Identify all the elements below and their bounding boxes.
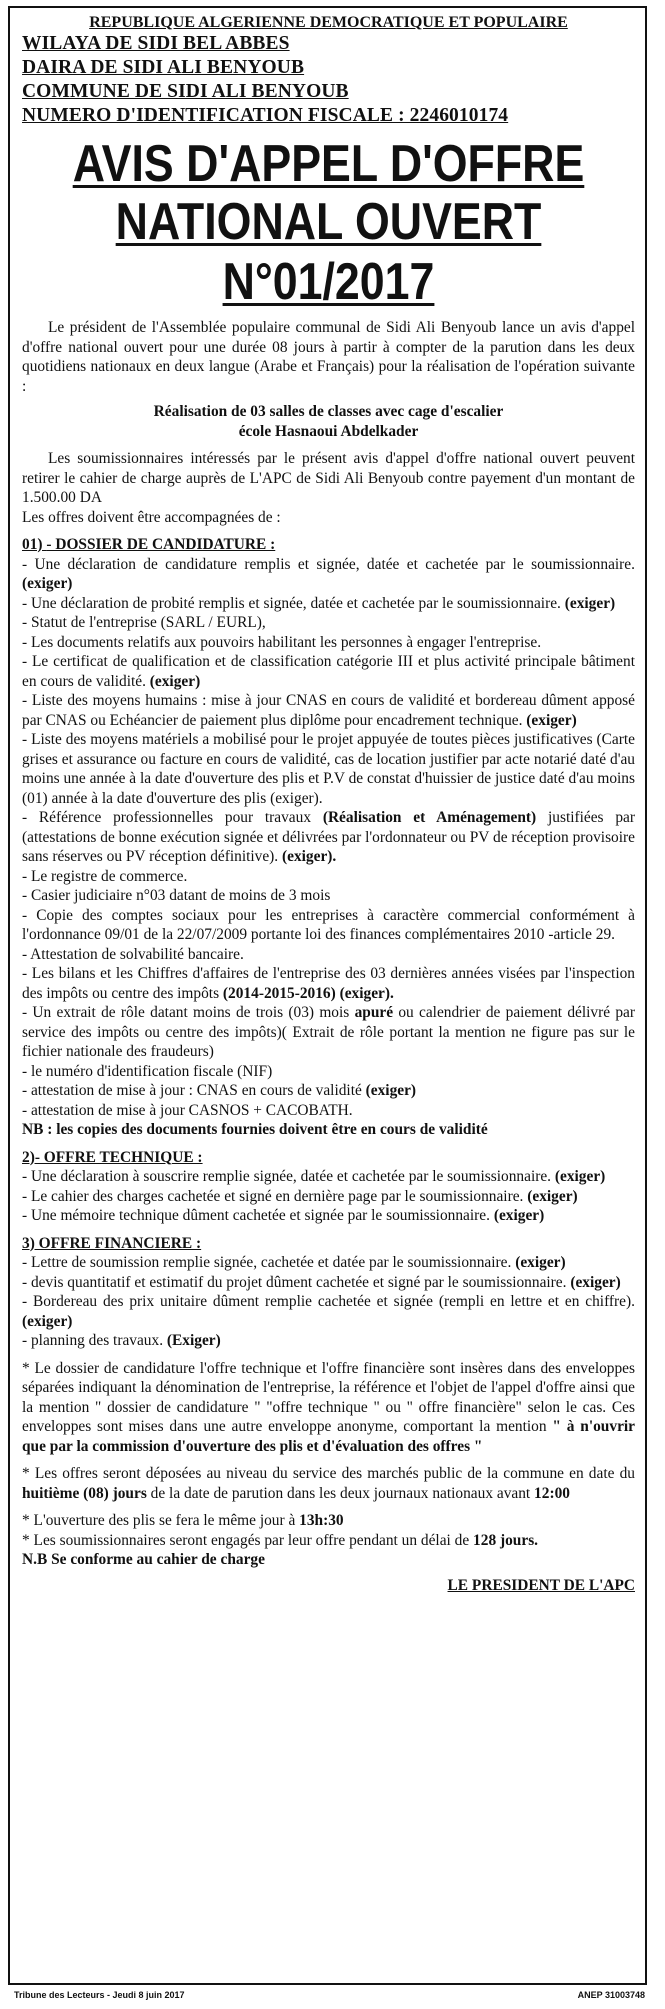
list-item-text: ou calendrier de paiement délivré par service des impôts ou centre des impôts)( Extrait de rôle portant la mention ne figure pas sur le fichier nationale des fraudeurs) <box>22 1004 635 1060</box>
dossier-heading <box>22 535 635 555</box>
list-item <box>22 886 635 906</box>
list-item-text: - Statut de l'entreprise (SARL / EURL), <box>22 614 266 631</box>
list-item <box>22 1003 635 1062</box>
list-item <box>22 1253 635 1273</box>
list-item-text: - planning des travaux. <box>22 1332 164 1349</box>
opening-note-text: * L'ouverture des plis se fera le même jour à <box>22 1512 296 1529</box>
list-item <box>22 555 635 594</box>
technique-item-list <box>22 1167 635 1226</box>
list-item <box>22 594 635 614</box>
list-item <box>22 633 635 653</box>
list-item-bold: (Exiger) <box>163 1332 221 1349</box>
list-item-bold: (exiger) <box>511 1254 566 1271</box>
list-item-bold: (exiger) <box>489 1207 545 1224</box>
dossier-heading-num: 01) <box>22 536 47 553</box>
list-item-bold: (exiger). <box>278 848 337 865</box>
list-item <box>22 1062 635 1082</box>
list-item-text: - Référence professionnelles pour travaux <box>22 809 312 826</box>
operation-description <box>22 402 635 441</box>
list-item-text: - Une déclaration à souscrire remplie signée, datée et cachetée par le soumissionnaire. <box>22 1168 552 1185</box>
list-item-text: justifiées par (attestations de bonne exécution signée et délivrées par l'ordonnateur ou PV de réception provisoire sans réserves ou PV réception définitive). <box>22 809 635 865</box>
list-item <box>22 1331 635 1351</box>
list-item-bold: (exiger) <box>566 1273 621 1291</box>
list-item-bold: (exiger) <box>523 1187 578 1205</box>
deposit-note-bold: huitième (08) jours <box>22 1484 147 1502</box>
operation-line2: école Hasnaoui Abdelkader <box>238 422 419 440</box>
list-item <box>22 1206 635 1226</box>
dossier-heading-label: - DOSSIER DE CANDIDATURE : <box>46 536 276 553</box>
list-item <box>22 1292 635 1331</box>
list-item <box>22 945 635 965</box>
list-item-bold: apuré <box>349 1004 394 1021</box>
list-item <box>22 652 635 691</box>
engagement-note-text: * Les soumissionnaires seront engagés par leur offre pendant un délai de <box>22 1531 470 1549</box>
president-signature: LE PRESIDENT DE L'APC <box>447 1576 635 1594</box>
list-item-text: - Un extrait de rôle datant moins de trois (03) mois <box>22 1004 350 1021</box>
deposit-note-text: * Les offres seront déposées au niveau du service des marchés public de la commune en date du <box>22 1465 635 1482</box>
engagement-note <box>22 1531 635 1551</box>
footer-publication: Tribune des Lecteurs - Jeudi 8 juin 2017 <box>14 1990 185 2000</box>
list-item-bold: (exiger) <box>22 575 73 592</box>
list-item-text: - Les bilans et les Chiffres d'affaires de l'entreprise des 03 dernières années visées par l'inspection des impôts ou centre des impôts <box>22 965 635 1002</box>
list-item <box>22 613 635 633</box>
financiere-heading: 3) OFFRE FINANCIERE : <box>22 1234 202 1252</box>
operation-line1: Réalisation de 03 salles de classes avec cage d'escalier <box>153 403 504 420</box>
withdrawal-paragraph: Les soumissionnaires intéressés par le présent avis d'appel d'offre national ouvert peuvent retirer le cahier de charge auprès de L'APC de Sidi Ali Benyoub contre payement d'un montant de 1.500.00 DA <box>22 450 635 506</box>
list-item-text: - Une mémoire technique dûment cachetée et signée par le soumissionnaire. <box>22 1207 490 1224</box>
list-item-text: - devis quantitatif et estimatif du projet dûment cachetée et signé par le soumissionnaire. <box>22 1273 567 1291</box>
deposit-note-time: 12:00 <box>530 1484 570 1502</box>
list-item-text: - attestation de mise à jour : CNAS en cours de validité <box>22 1082 362 1099</box>
list-item <box>22 1187 635 1207</box>
list-item-text: - Attestation de solvabilité bancaire. <box>22 945 244 963</box>
list-item-bold: (exiger) <box>522 711 577 729</box>
notice-body <box>10 8 645 1596</box>
list-item-bold: (Réalisation et Aménagement) <box>311 809 537 826</box>
list-item-text: - Le certificat de qualification et de classification catégorie III et plus activité principale bâtiment en cours de validité. <box>22 653 635 690</box>
page-footer <box>14 1990 645 2000</box>
nb-conform-note: N.B Se conforme au cahier de charge <box>22 1551 265 1568</box>
list-item <box>22 906 635 945</box>
dossier-item-list <box>22 555 635 1121</box>
list-item <box>22 867 635 887</box>
list-item-text: - Une déclaration de candidature remplis et signée, datée et cachetée par le soumissionnaire. <box>22 555 635 573</box>
list-item-bold: (exiger) <box>551 1168 606 1185</box>
list-item-bold: (2014-2015-2016) (exiger). <box>219 984 394 1002</box>
list-item-text: - Liste des moyens matériels a mobilisé pour le projet appuyée de toutes pièces justificatives (Carte grises et assurance ou facture en cours de validité, cas de location justifier par acte notarié daté d'au moins une année à la date d'ouverture des plis et P.V de constat d'huissier de justice daté d'au moins (01) année à la date d'ouverture des plis (exiger). <box>22 731 635 807</box>
list-item <box>22 1167 635 1187</box>
list-item-text: - Liste des moyens humains : mise à jour CNAS en cours de validité et bordereau dûment apposé par CNAS ou Echéancier de paiement plus diplôme pour encadrement technique. <box>22 692 635 729</box>
list-item-text: - Copie des comptes sociaux pour les entreprises à caractère commercial conformément à l'ordonnance 09/01 de la 22/07/2009 portante loi des finances complémentaires 2010 -article 29. <box>22 906 635 943</box>
list-item <box>22 1101 635 1121</box>
list-item-bold: (exiger) <box>560 594 616 612</box>
envelope-note-bold: " à n'ouvrir que par la commission d'ouverture des plis et d'évaluation des offres " <box>22 1418 636 1455</box>
financiere-item-list <box>22 1253 635 1351</box>
list-item <box>22 1081 635 1101</box>
commune-heading: COMMUNE DE SIDI ALI BENYOUB <box>22 81 349 102</box>
intro-paragraph: Le président de l'Assemblée populaire communal de Sidi Ali Benyoub lance un avis d'appel d'offre national ouvert pour une durée 08 jours à partir à compter de la parution dans les deux quotidiens nationaux en deux langue (Arabe et Français) pour la réalisation de l'opération suivante : <box>22 319 635 395</box>
list-item <box>22 730 635 808</box>
opening-note-time: 13h:30 <box>295 1512 344 1529</box>
envelope-note-text: * Le dossier de candidature l'offre technique et l'offre financière sont insères dans des enveloppes séparées indiquant la dénomination de l'entreprise, la référence et l'objet de l'appel d'offre ainsi que la mention " dossier de candidature " "offre technique " ou " offre financière" selon le cas. Ces enveloppes sont mises dans une autre enveloppe anonyme, comportant la mention <box>22 1359 635 1435</box>
list-item-text: - attestation de mise à jour CASNOS + CACOBATH. <box>22 1101 353 1119</box>
nif-heading: NUMERO D'IDENTIFICATION FISCALE : 2246010174 <box>22 105 509 126</box>
list-item-text: - le numéro d'identification fiscale (NIF) <box>22 1062 273 1080</box>
list-item-text: - Casier judiciaire n°03 datant de moins de 3 mois <box>22 887 331 904</box>
offers-accompanied-line: Les offres doivent être accompagnées de : <box>22 508 281 526</box>
wilaya-heading: WILAYA DE SIDI BEL ABBES <box>22 33 290 54</box>
republic-heading: REPUBLIQUE ALGERIENNE DEMOCRATIQUE ET POPULAIRE <box>89 14 568 31</box>
engagement-note-days: 128 jours. <box>469 1531 539 1549</box>
list-item-text: - Le cahier des charges cachetée et signé en dernière page par le soumissionnaire. <box>22 1187 524 1205</box>
list-item-bold: (exiger) <box>361 1082 417 1099</box>
list-item-text: - Les documents relatifs aux pouvoirs habilitant les personnes à engager l'entreprise. <box>22 633 542 651</box>
notice-frame <box>8 6 647 1985</box>
daira-heading: DAIRA DE SIDI ALI BENYOUB <box>22 57 305 78</box>
footer-anep-ref: ANEP 31003748 <box>577 1990 645 2000</box>
list-item-bold: (exiger) <box>22 1312 73 1330</box>
list-item-bold: (exiger) <box>145 672 201 690</box>
list-item <box>22 1273 635 1293</box>
envelope-note <box>22 1359 635 1457</box>
technique-heading: 2)- OFFRE TECHNIQUE : <box>22 1148 203 1166</box>
notice-title-line1: AVIS D'APPEL D'OFFRE <box>72 135 585 193</box>
list-item <box>22 964 635 1003</box>
deposit-note <box>22 1464 635 1503</box>
dossier-nb: NB : les copies des documents fournies doivent être en cours de validité <box>22 1121 488 1138</box>
list-item-text: - Le registre de commerce. <box>22 867 188 885</box>
list-item-text: - Lettre de soumission remplie signée, cachetée et datée par le soumissionnaire. <box>22 1254 512 1271</box>
notice-title-line2: NATIONAL OUVERT N°01/2017 <box>115 193 542 311</box>
opening-note <box>22 1511 635 1531</box>
deposit-note-text2: de la date de parution dans les deux journaux nationaux avant <box>146 1484 531 1502</box>
list-item <box>22 808 635 867</box>
list-item <box>22 691 635 730</box>
list-item-text: - Une déclaration de probité remplis et signée, datée et cachetée par le soumissionnaire. <box>22 594 561 612</box>
list-item-text: - Bordereau des prix unitaire dûment remplie cachetée et signée (rempli en lettre et en chiffre). <box>22 1293 635 1310</box>
